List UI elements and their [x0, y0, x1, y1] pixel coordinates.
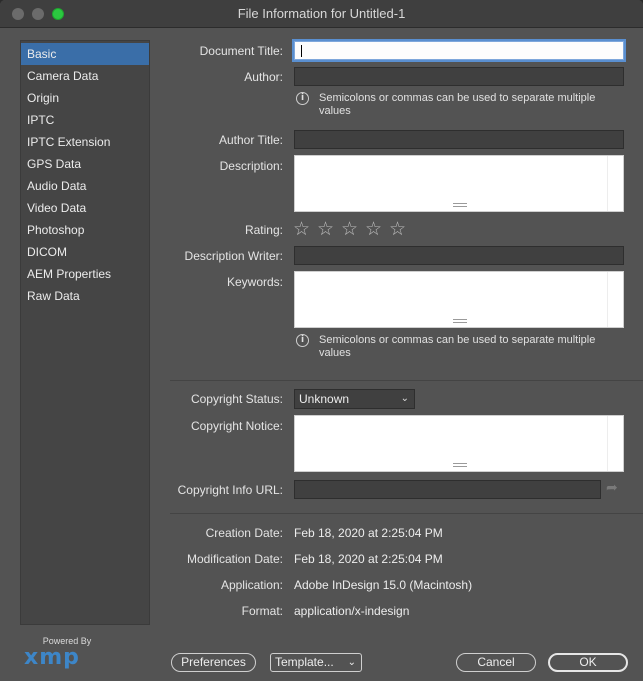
chevron-down-icon: ⌄	[400, 393, 409, 404]
copyright-status-label: Copyright Status:	[190, 392, 283, 406]
author-label: Author:	[244, 70, 283, 84]
sidebar-item-origin[interactable]: Origin	[27, 91, 60, 105]
info-icon: i	[296, 92, 309, 105]
xmp-logo	[22, 636, 92, 672]
application-value: Adobe InDesign 15.0 (Macintosh)	[294, 578, 473, 592]
description-writer-label: Description Writer:	[184, 249, 283, 263]
document-title-label: Document Title:	[199, 44, 283, 58]
star-outline-icon[interactable]: ☆	[293, 218, 311, 240]
sidebar-item-gps-data[interactable]: GPS Data	[27, 157, 82, 171]
copyright-url-label: Copyright Info URL:	[177, 483, 283, 497]
sidebar-item-photoshop[interactable]: Photoshop	[27, 223, 85, 237]
resize-grip-icon[interactable]	[453, 203, 467, 207]
description-label: Description:	[219, 159, 283, 173]
modification-date-label: Modification Date:	[186, 552, 283, 566]
template-menu-button[interactable]	[270, 653, 362, 672]
info-icon: i	[296, 334, 309, 347]
rating-label: Rating:	[244, 223, 283, 237]
copyright-notice-label: Copyright Notice:	[190, 419, 283, 433]
copyright-notice-scrollbar[interactable]	[607, 416, 623, 471]
ok-button[interactable]: OK	[548, 653, 628, 672]
format-value: application/x-indesign	[294, 604, 410, 618]
creation-date-label: Creation Date:	[205, 526, 283, 540]
author-title-input[interactable]	[294, 130, 624, 149]
cancel-button[interactable]: Cancel	[456, 653, 536, 672]
star-outline-icon[interactable]: ☆	[389, 218, 407, 240]
modification-date-value: Feb 18, 2020 at 2:25:04 PM	[294, 552, 443, 566]
description-writer-input[interactable]	[294, 246, 624, 265]
keywords-hint-text: Semicolons or commas can be used to separate multiple values	[319, 334, 596, 359]
resize-grip-icon[interactable]	[453, 319, 467, 323]
keywords-hint	[294, 334, 629, 360]
author-title-label: Author Title:	[218, 133, 283, 147]
keywords-scrollbar[interactable]	[607, 272, 623, 327]
star-outline-icon[interactable]: ☆	[341, 218, 359, 240]
sidebar-item-audio-data[interactable]: Audio Data	[27, 179, 87, 193]
preferences-button[interactable]: Preferences	[171, 653, 256, 672]
resize-grip-icon[interactable]	[453, 463, 467, 467]
sidebar-item-dicom[interactable]: DICOM	[27, 245, 67, 259]
author-hint-text: Semicolons or commas can be used to separate multiple values	[319, 92, 596, 117]
section-divider	[170, 513, 643, 514]
window-title: File Information for Untitled-1	[237, 6, 406, 21]
section-divider	[170, 380, 643, 381]
star-outline-icon[interactable]: ☆	[317, 218, 335, 240]
creation-date-value: Feb 18, 2020 at 2:25:04 PM	[294, 526, 443, 540]
author-input[interactable]	[294, 67, 624, 86]
chevron-down-icon: ⌄	[347, 657, 356, 668]
copyright-url-input[interactable]	[294, 480, 601, 499]
title-bar	[0, 0, 643, 28]
sidebar-item-iptc-extension[interactable]: IPTC Extension	[27, 135, 111, 149]
sidebar-item-iptc[interactable]: IPTC	[27, 113, 55, 127]
application-label: Application:	[220, 578, 283, 592]
text-caret	[301, 45, 302, 57]
keywords-label: Keywords:	[226, 275, 283, 289]
description-scrollbar[interactable]	[607, 156, 623, 211]
copyright-notice-textarea[interactable]	[294, 415, 624, 472]
powered-by-label: Powered By	[42, 636, 92, 646]
template-button-label: Template...	[275, 655, 334, 669]
description-textarea[interactable]	[294, 155, 624, 212]
curved-arrow-icon[interactable]: ➦	[606, 480, 618, 496]
document-title-input[interactable]	[294, 41, 624, 60]
sidebar-item-camera-data[interactable]: Camera Data	[27, 69, 99, 83]
xmp-wordmark: xmp	[24, 645, 80, 670]
rating-stars	[293, 219, 413, 239]
sidebar-item-video-data[interactable]: Video Data	[27, 201, 87, 215]
sidebar-item-raw-data[interactable]: Raw Data	[27, 289, 80, 303]
category-sidebar	[20, 40, 150, 625]
sidebar-item-aem-properties[interactable]: AEM Properties	[27, 267, 112, 281]
copyright-status-value: Unknown	[299, 392, 350, 406]
sidebar-item-basic[interactable]: Basic	[21, 43, 149, 65]
format-label: Format:	[241, 604, 283, 618]
author-hint	[294, 92, 629, 118]
keywords-textarea[interactable]	[294, 271, 624, 328]
star-outline-icon[interactable]: ☆	[365, 218, 383, 240]
copyright-status-select[interactable]	[294, 389, 415, 409]
